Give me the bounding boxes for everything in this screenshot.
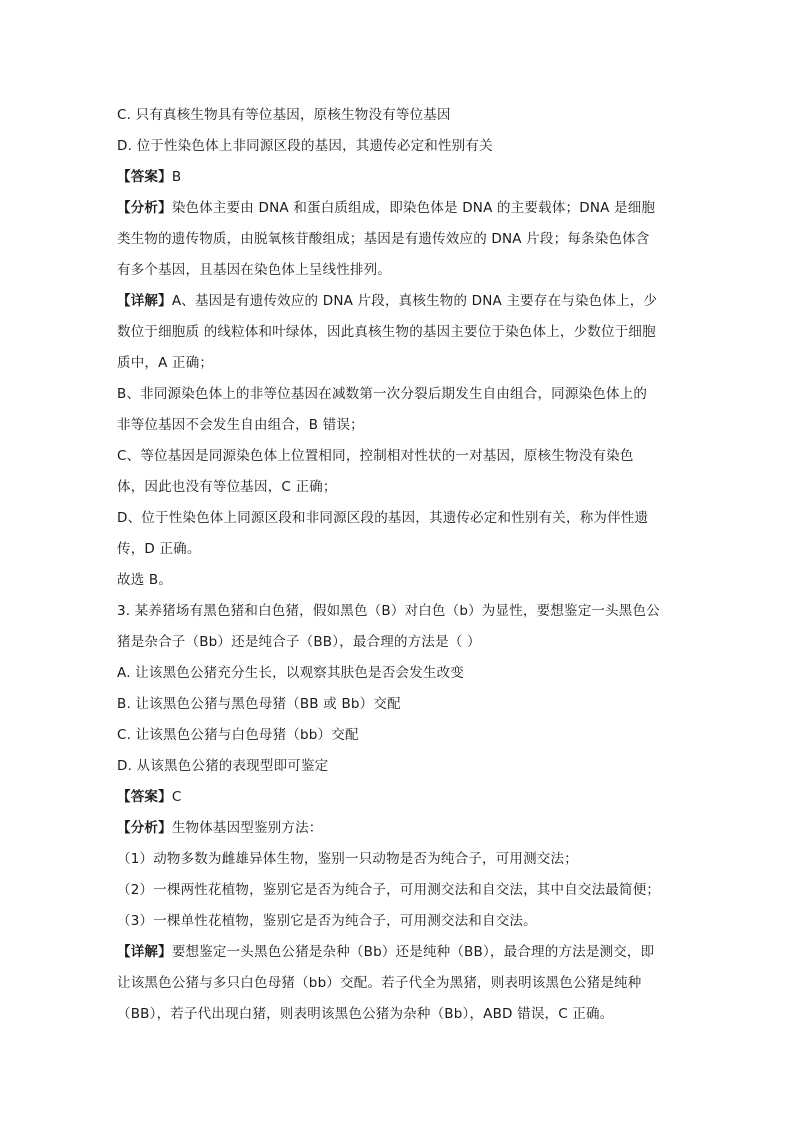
text-line: 类生物的遗传物质，由脱氧核苷酸组成；基因是有遗传效应的 DNA 片段；每条染色体含 <box>117 231 650 247</box>
analysis-line: 【分析】生物体基因型鉴别方法： <box>117 820 323 836</box>
text-line: 让该黑色公猪与多只白色母猪（bb）交配。若子代全为黑猪，则表明该黑色公猪是纯种 <box>117 975 642 991</box>
text-line: （2）一棵两性花植物，鉴别它是否为纯合子，可用测交法和自交法，其中自交法最简便； <box>117 882 661 898</box>
explanation-line: 【详解】A、基因是有遗传效应的 DNA 片段，真核生物的 DNA 主要存在与染色体上，少 <box>117 293 658 309</box>
document-page <box>117 100 677 1030</box>
option-d-line: D. 位于性染色体上非同源区段的基因，其遗传必定和性别有关 <box>117 138 493 154</box>
text-line: 非等位基因不会发生自由组合，B 错误； <box>117 417 364 433</box>
analysis-line: 【分析】染色体主要由 DNA 和蛋白质组成，即染色体是 DNA 的主要载体；DNA 是细胞 <box>117 200 656 216</box>
option-a-line: A. 让该黑色公猪充分生长，以观察其肤色是否会发生改变 <box>117 665 464 681</box>
text-line: 数位于细胞质 的线粒体和叶绿体，因此真核生物的基因主要位于染色体上，少数位于细胞 <box>117 324 656 340</box>
conclusion-line: 故选 B。 <box>117 572 173 588</box>
analysis-tag: 【分析】 <box>117 820 172 836</box>
question-line: 3. 某养猪场有黑色猪和白色猪，假如黑色（B）对白色（b）为显性，要想鉴定一头黑色公 <box>117 603 660 619</box>
option-d-line: D. 从该黑色公猪的表现型即可鉴定 <box>117 758 329 774</box>
answer-tag: 【答案】 <box>117 169 172 185</box>
text-line: 质中，A 正确； <box>117 355 214 371</box>
text-line: 传，D 正确。 <box>117 541 201 557</box>
analysis-tag: 【分析】 <box>117 200 172 216</box>
question-line: 猪是杂合子（Bb）还是纯合子（BB），最合理的方法是（ ） <box>117 634 481 650</box>
text-line: 体，因此也没有等位基因，C 正确； <box>117 479 337 495</box>
text-line: D、位于性染色体上同源区段和非同源区段的基因，其遗传必定和性别有关，称为伴性遗 <box>117 510 649 526</box>
text-line: C、等位基因是同源染色体上位置相同，控制相对性状的一对基因，原核生物没有染色 <box>117 448 634 464</box>
explanation-line: 【详解】要想鉴定一头黑色公猪是杂种（Bb）还是纯种（BB），最合理的方法是测交，即 <box>117 944 655 960</box>
answer-line: 【答案】C <box>117 789 182 805</box>
option-b-line: B. 让该黑色公猪与黑色母猪（BB 或 Bb）交配 <box>117 696 401 712</box>
text-line: （1）动物多数为雌雄异体生物，鉴别一只动物是否为纯合子，可用测交法； <box>117 851 578 867</box>
option-c-line: C. 只有真核生物具有等位基因，原核生物没有等位基因 <box>117 107 451 123</box>
answer-line: 【答案】B <box>117 169 182 185</box>
explanation-tag: 【详解】 <box>117 293 172 309</box>
text-line: B、非同源染色体上的非等位基因在减数第一次分裂后期发生自由组合，同源染色体上的 <box>117 386 648 402</box>
text-line: （3）一棵单性花植物，鉴别它是否为纯合子，可用测交法和自交法。 <box>117 913 537 929</box>
answer-tag: 【答案】 <box>117 789 172 805</box>
text-line: 有多个基因，且基因在染色体上呈线性排列。 <box>117 262 391 278</box>
text-line: （BB），若子代出现白猪，则表明该黑色公猪为杂种（Bb），ABD 错误，C 正确。 <box>117 1006 614 1022</box>
option-c-line: C. 让该黑色公猪与白色母猪（bb）交配 <box>117 727 359 743</box>
explanation-tag: 【详解】 <box>117 944 172 960</box>
